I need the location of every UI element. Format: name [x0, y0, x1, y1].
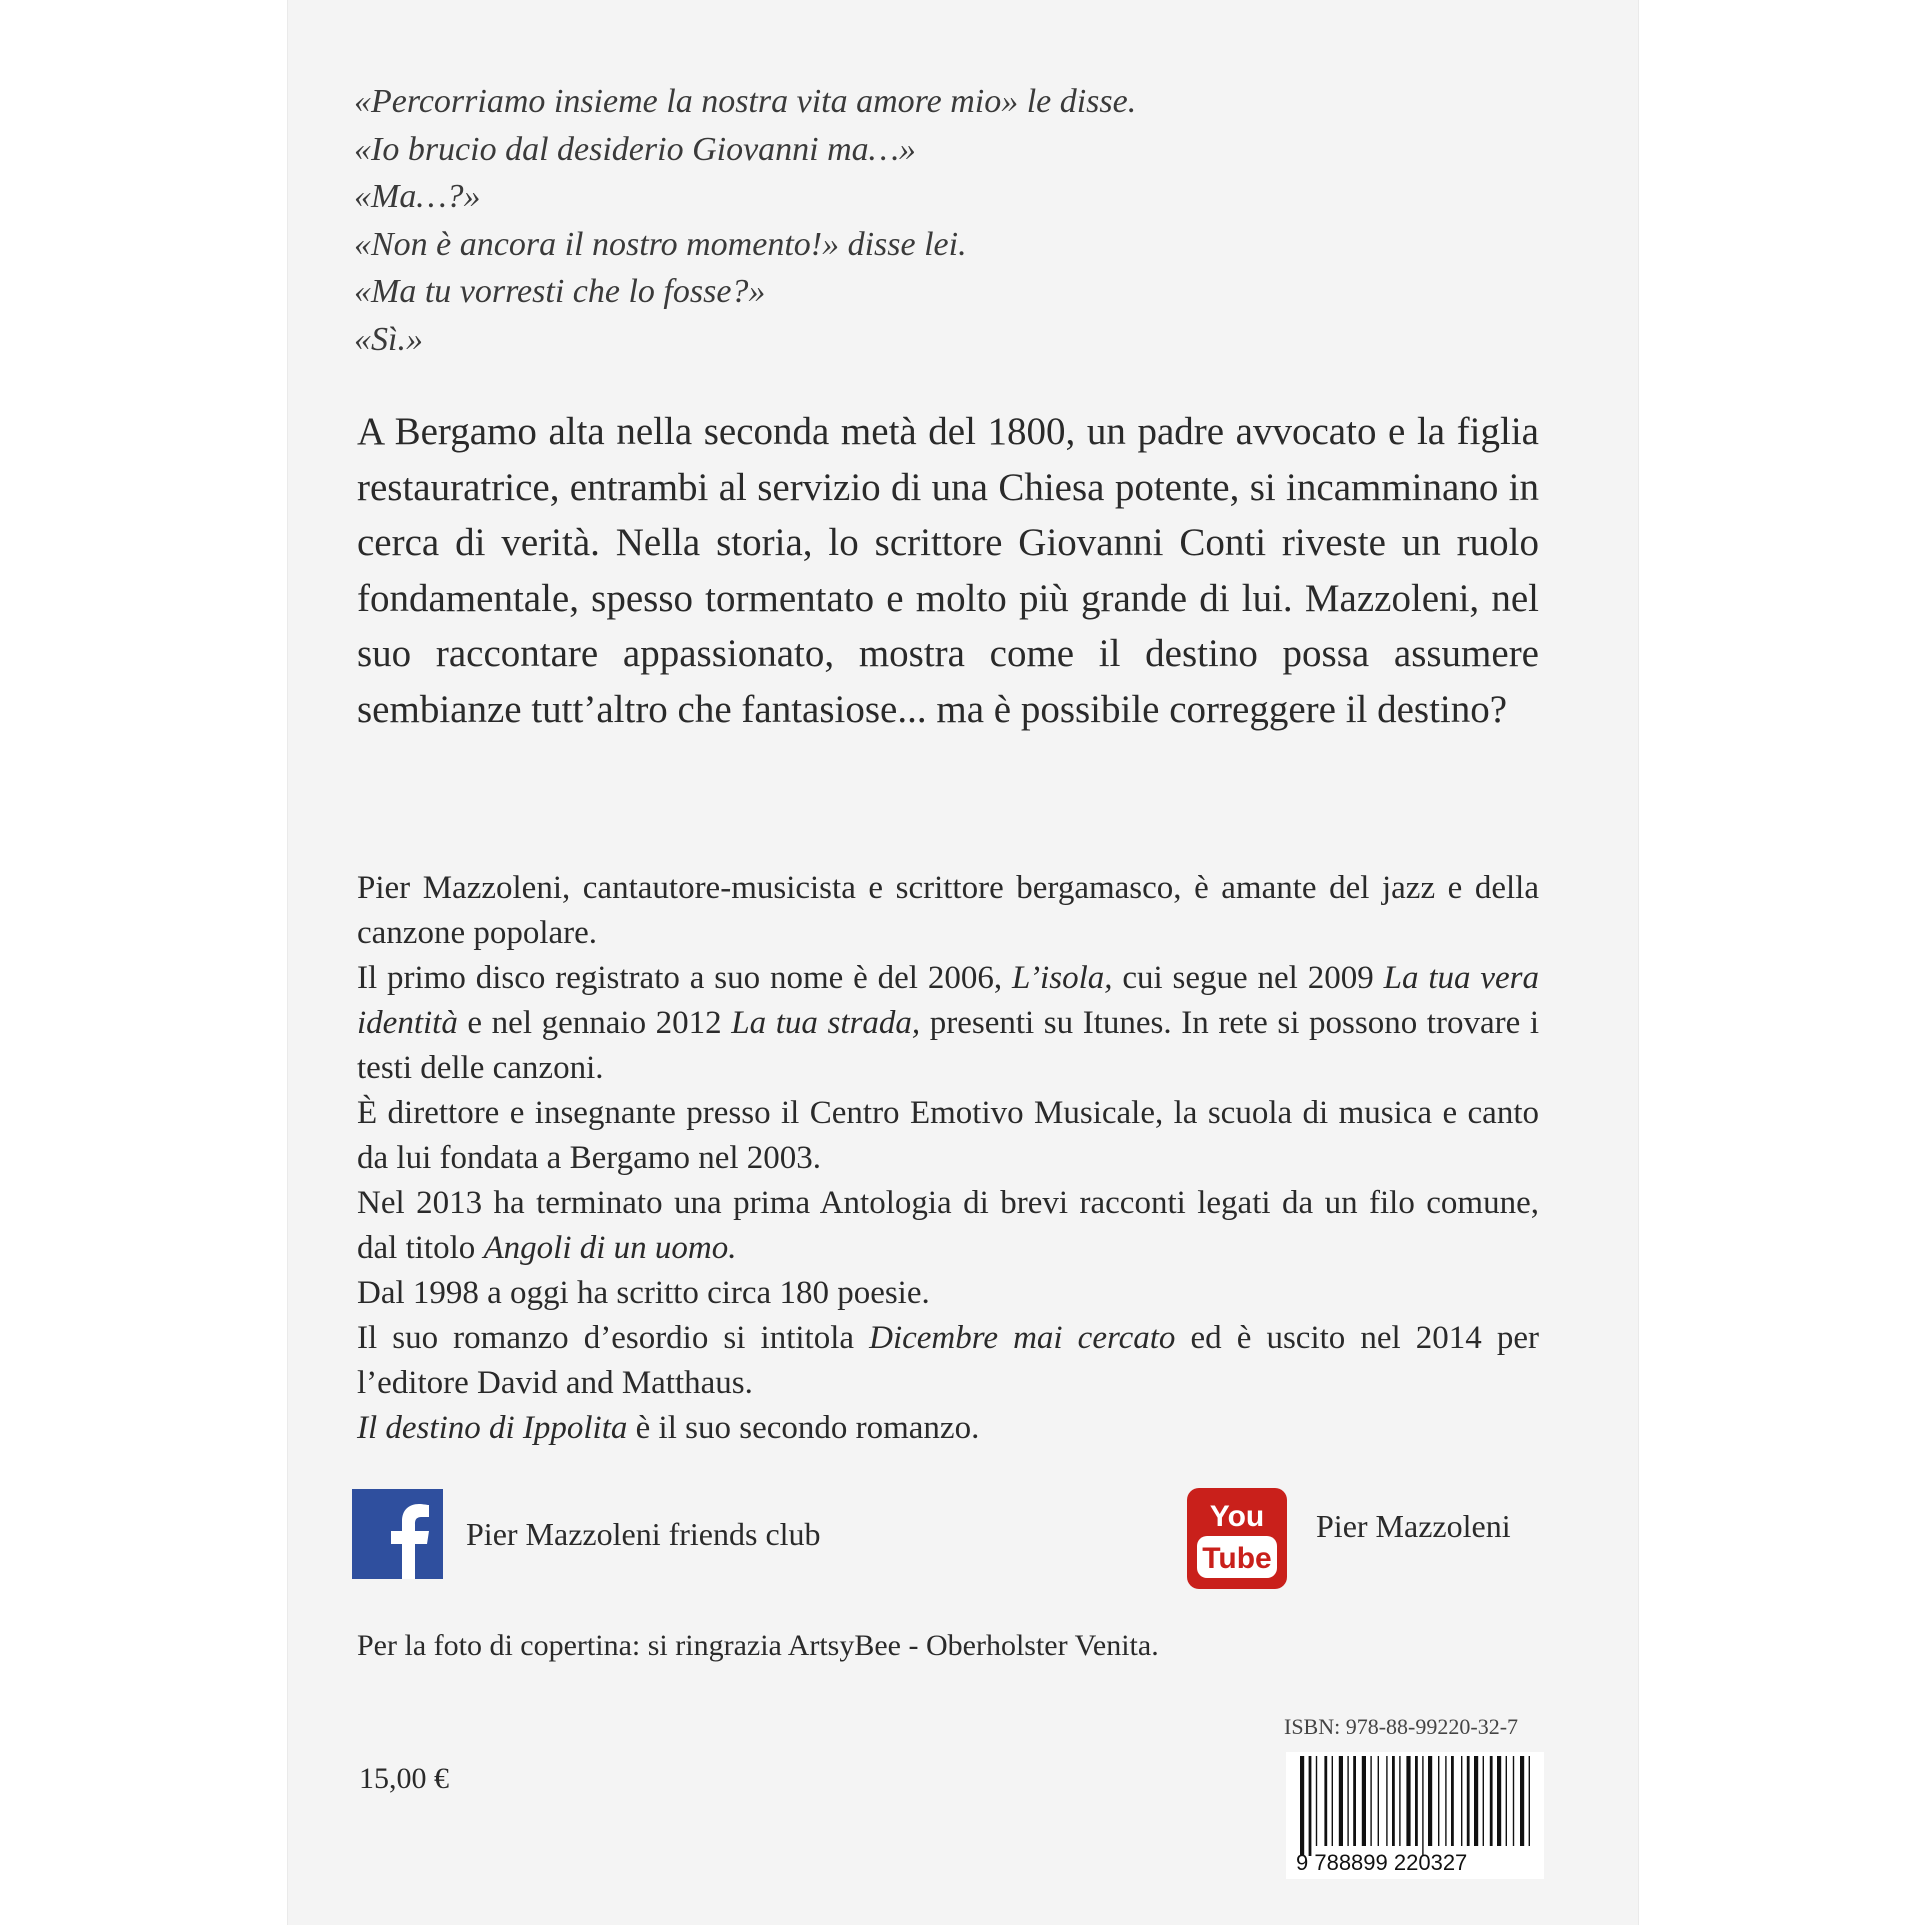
quote-line: «Percorriamo insieme la nostra vita amore mio» le disse. [354, 83, 1137, 120]
barcode-bar [1483, 1756, 1484, 1846]
barcode-bar [1309, 1756, 1312, 1856]
book-title: Dicembre mai cercato [869, 1320, 1176, 1356]
bio-text: presenti su Itunes. In rete si possono trovare i testi delle canzoni. [357, 1005, 1540, 1086]
youtube-logo-you: You [1209, 1500, 1265, 1533]
barcode-bar [1467, 1756, 1470, 1846]
bio-text: Il primo disco registrato a suo nome è del 2006, [357, 960, 1012, 996]
barcode-bar [1497, 1756, 1501, 1846]
author-bio [357, 866, 1539, 1451]
book-title: Angoli di un uomo. [483, 1230, 737, 1266]
youtube-label: Pier Mazzoleni [1316, 1508, 1511, 1544]
youtube-icon [1187, 1488, 1287, 1589]
bio-text: Nel 2013 ha terminato una prima Antologia di brevi racconti legati da un filo comune, dal titolo [357, 1185, 1539, 1266]
bio-paragraph: È direttore e insegnante presso il Centro Emotivo Musicale, la scuola di musica e canto da lui fondata a Bergamo nel 2003. [357, 1095, 1539, 1176]
bio-text: è il suo secondo romanzo. [627, 1410, 980, 1446]
quote-line: «Non è ancora il nostro momento!» disse lei. [354, 225, 967, 263]
barcode-bar [1445, 1756, 1446, 1846]
quote-line: «Io brucio dal desiderio Giovanni ma…» [354, 130, 916, 168]
facebook-icon [352, 1489, 443, 1579]
bio-paragraph: Pier Mazzoleni, cantautore-musicista e scrittore bergamasco, è amante del jazz e della canzone popolare. [357, 870, 1539, 951]
barcode-bar [1392, 1756, 1395, 1846]
quote-line: «Sì.» [354, 320, 423, 358]
barcode-bar [1378, 1756, 1379, 1846]
barcode-bar [1386, 1756, 1387, 1846]
barcode-bar [1428, 1756, 1432, 1846]
album-title: L’isola, [1011, 960, 1113, 996]
barcode-bar [1332, 1756, 1333, 1846]
isbn: ISBN: 978-88-99220-32-7 [1284, 1714, 1519, 1739]
barcode-bar [1422, 1756, 1423, 1856]
barcode-bar [1399, 1756, 1400, 1846]
album-title: La tua strada, [731, 1005, 921, 1041]
bio-paragraph [357, 1181, 1539, 1271]
barcode-bar [1324, 1756, 1327, 1846]
barcode-bar [1316, 1756, 1317, 1846]
synopsis: A Bergamo alta nella seconda metà del 1800, un padre avvocato e la figlia restauratrice, entrambi al servizio di una Chiesa potente, si incamminano in cerca di verità. Nella storia, lo scrittore Giovanni Conti riveste un ruolo fondamentale, spesso tormentato e molto più grande di lui. Mazzoleni, nel suo raccontare appassionato, mostra come il destino possa assumere sembianze tutt’altro che fantasiose... ma è possibile correggere il destino? [357, 410, 1539, 731]
bio-paragraph: Dal 1998 a oggi ha scritto circa 180 poesie. [357, 1275, 930, 1311]
book-title: Il destino di Ippolita [357, 1410, 628, 1446]
bio-paragraph [357, 1406, 1539, 1451]
barcode-bar [1339, 1756, 1343, 1846]
photo-credits: Per la foto di copertina: si ringrazia ArtsyBee - Oberholster Venita. [357, 1629, 1159, 1662]
barcode-bar [1461, 1756, 1462, 1846]
barcode-bar [1474, 1756, 1478, 1846]
barcode-bar [1353, 1756, 1356, 1846]
barcode-bar [1370, 1756, 1371, 1846]
barcode-bar [1513, 1756, 1514, 1846]
quote-line: «Ma…?» [354, 178, 481, 215]
barcode-bar [1529, 1756, 1530, 1846]
opening-quote [354, 78, 1354, 363]
barcode-bar [1451, 1756, 1454, 1846]
bio-text: ed è uscito nel 2014 per l’editore David and Matthaus. [357, 1320, 1539, 1401]
barcode-bar [1362, 1756, 1366, 1846]
barcode-bar [1406, 1756, 1410, 1846]
album-title: La tua vera identità [357, 960, 1539, 1041]
barcode-bar [1438, 1756, 1439, 1846]
barcode-number: 9 788899 220327 [1296, 1850, 1468, 1875]
youtube-logo-tube: Tube [1202, 1542, 1272, 1575]
facebook-label: Pier Mazzoleni friends club [466, 1516, 821, 1552]
quote-line: «Ma tu vorresti che lo fosse?» [354, 273, 766, 310]
barcode-bar [1415, 1756, 1418, 1846]
barcode-bar [1300, 1756, 1304, 1856]
bio-paragraph [357, 956, 1539, 1091]
barcode-bar [1347, 1756, 1348, 1846]
bio-text: e nel gennaio 2012 [457, 1005, 732, 1041]
barcode-bar [1506, 1756, 1507, 1846]
bio-text: Il suo romanzo d’esordio si intitola [357, 1320, 870, 1356]
bio-text: cui segue nel 2009 [1112, 960, 1384, 996]
barcode-bar [1490, 1756, 1493, 1846]
price: 15,00 € [359, 1762, 449, 1795]
barcode-bar [1520, 1756, 1524, 1846]
bio-paragraph [357, 1316, 1539, 1406]
